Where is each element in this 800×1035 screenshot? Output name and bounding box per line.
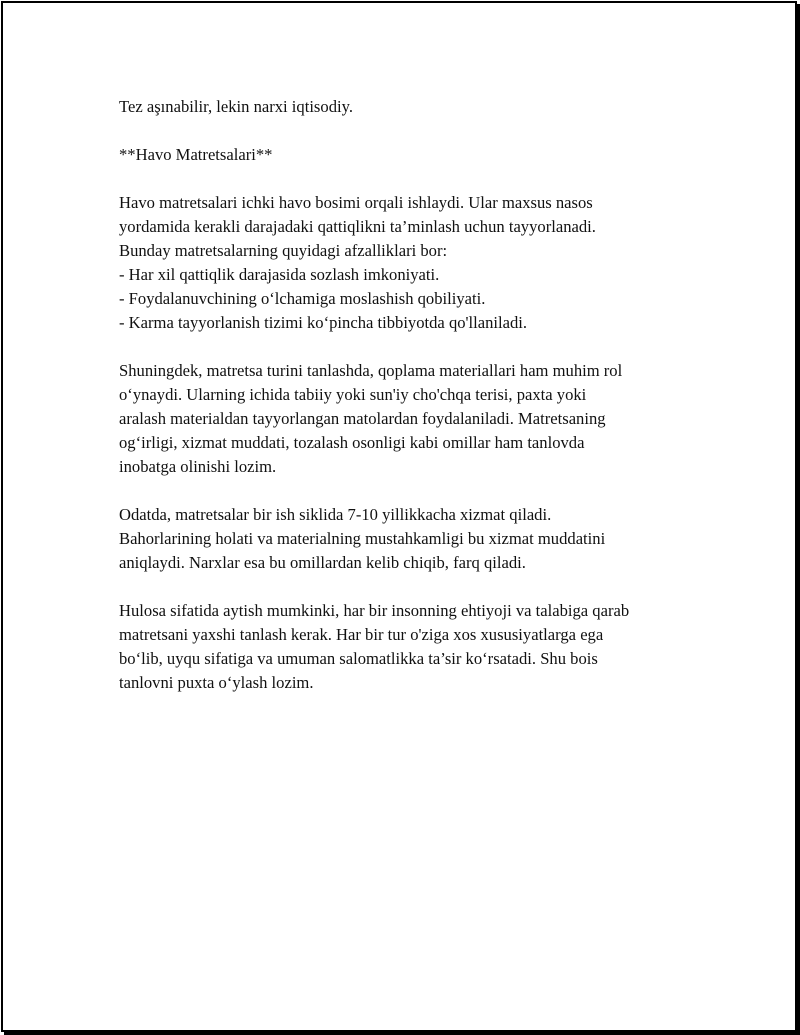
text-line: bo‘lib, uyqu sifatiga va umuman salomatlikka ta’sir ko‘rsatadi. Shu bois: [119, 649, 598, 668]
paragraph-4: [119, 599, 709, 695]
list-item: - Karma tayyorlanish tizimi ko‘pincha tibbiyotda qo'llaniladi.: [119, 313, 528, 332]
document-page: [1, 1, 797, 1032]
text-line: Hulosa sifatida aytish mumkinki, har bir insonning ehtiyoji va talabiga qarab: [119, 601, 630, 620]
text-line: aniqlaydi. Narxlar esa bu omillardan kelib chiqib, farq qiladi.: [119, 553, 526, 572]
text-line: yordamida kerakli darajadaki qattiqlikni ta’minlash uchun tayyorlanadi.: [119, 217, 596, 236]
text-line: inobatga olinishi lozim.: [119, 457, 277, 476]
list-item: - Har xil qattiqlik darajasida sozlash imkoniyati.: [119, 265, 440, 284]
intro-line: Tez aşınabilir, lekin narxi iqtisodiy.: [119, 97, 353, 116]
paragraph-1: [119, 191, 709, 335]
text-line: og‘irligi, xizmat muddati, tozalash osonligi kabi omillar ham tanlovda: [119, 433, 585, 452]
text-line: Shuningdek, matretsa turini tanlashda, qoplama materiallari ham muhim rol: [119, 361, 623, 380]
paragraph-2: [119, 359, 709, 479]
paragraph-gap: [119, 335, 709, 359]
text-line: Bahorlarining holati va materialning mustahkamligi bu xizmat muddatini: [119, 529, 606, 548]
text-line: tanlovni puxta o‘ylash lozim.: [119, 673, 314, 692]
list-item: - Foydalanuvchining o‘lchamiga moslashish qobiliyati.: [119, 289, 486, 308]
document-body: [119, 95, 709, 695]
paragraph-gap: [119, 575, 709, 599]
paragraph-gap: [119, 479, 709, 503]
section-heading: **Havo Matretsalari**: [119, 145, 273, 164]
text-line: matretsani yaxshi tanlash kerak. Har bir tur o'ziga xos xususiyatlarga ega: [119, 625, 604, 644]
text-line: aralash materialdan tayyorlangan matolardan foydalaniladi. Matretsaning: [119, 409, 606, 428]
paragraph-3: [119, 503, 709, 575]
paragraph-gap: [119, 119, 709, 143]
paragraph-gap: [119, 167, 709, 191]
text-line: Havo matretsalari ichki havo bosimi orqali ishlaydi. Ular maxsus nasos: [119, 193, 593, 212]
text-line: Odatda, matretsalar bir ish siklida 7-10 yillikkacha xizmat qiladi.: [119, 505, 552, 524]
text-line: o‘ynaydi. Ularning ichida tabiiy yoki sun'iy cho'chqa terisi, paxta yoki: [119, 385, 587, 404]
text-line: Bunday matretsalarning quyidagi afzalliklari bor:: [119, 241, 448, 260]
